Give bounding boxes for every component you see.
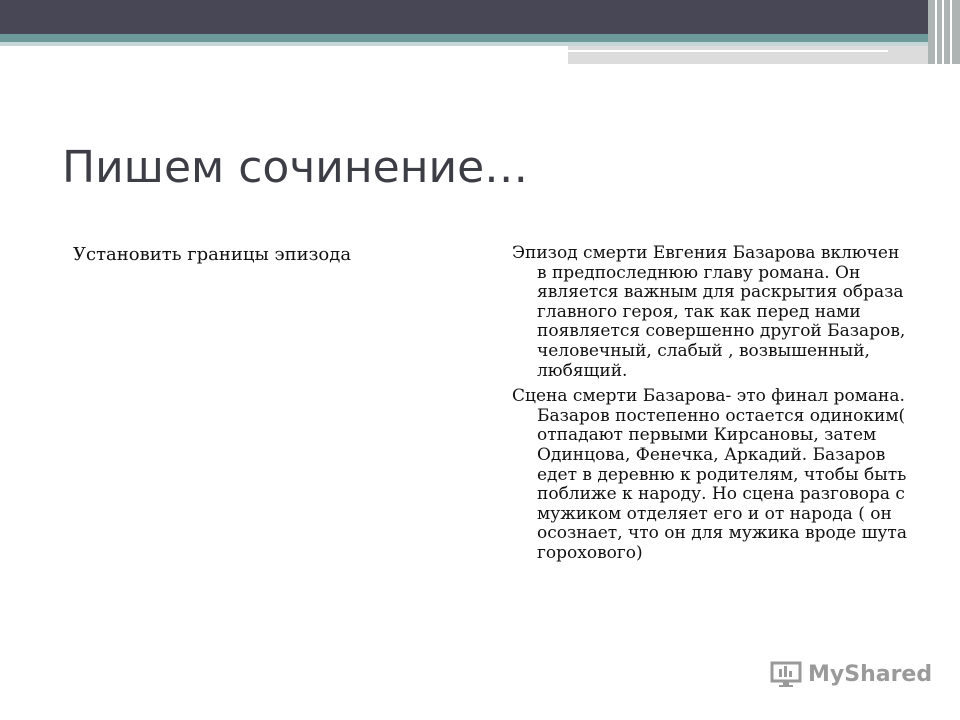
header-bar xyxy=(0,0,960,34)
paragraph-death-scene: Сцена смерти Базарова- это финал романа. Базаров постепенно остается одиноким( отпадают первыми Кирсановы, затем Одинцова, Фенечка, Аркадий. Базаров едет в деревню к родителям, чтобы быть поближе к народу. Но сцена разговора с мужиком отделяет его и от народа ( он осознает, что он для мужика вроде шута горохового) xyxy=(512,386,907,563)
corner-line xyxy=(942,0,944,64)
accent-band xyxy=(0,34,928,42)
decor-strip xyxy=(568,46,928,64)
corner-line xyxy=(935,0,937,64)
decor-line xyxy=(568,50,888,52)
slide-title: Пишем сочинение… xyxy=(62,142,529,193)
monitor-icon xyxy=(770,660,802,688)
watermark xyxy=(770,660,932,688)
paragraph-episode: Эпизод смерти Евгения Базарова включен в предпоследнюю главу романа. Он является важным для раскрытия образа главного героя, так как перед нами появляется совершенно другой Базаров, человечный, слабый , возвышенный, любящий. xyxy=(512,243,906,381)
watermark-text: MyShared xyxy=(808,661,933,687)
left-column-text: Установить границы эпизода xyxy=(73,244,352,265)
corner-line xyxy=(950,0,952,64)
right-column xyxy=(512,244,912,570)
corner-decoration xyxy=(928,0,960,64)
